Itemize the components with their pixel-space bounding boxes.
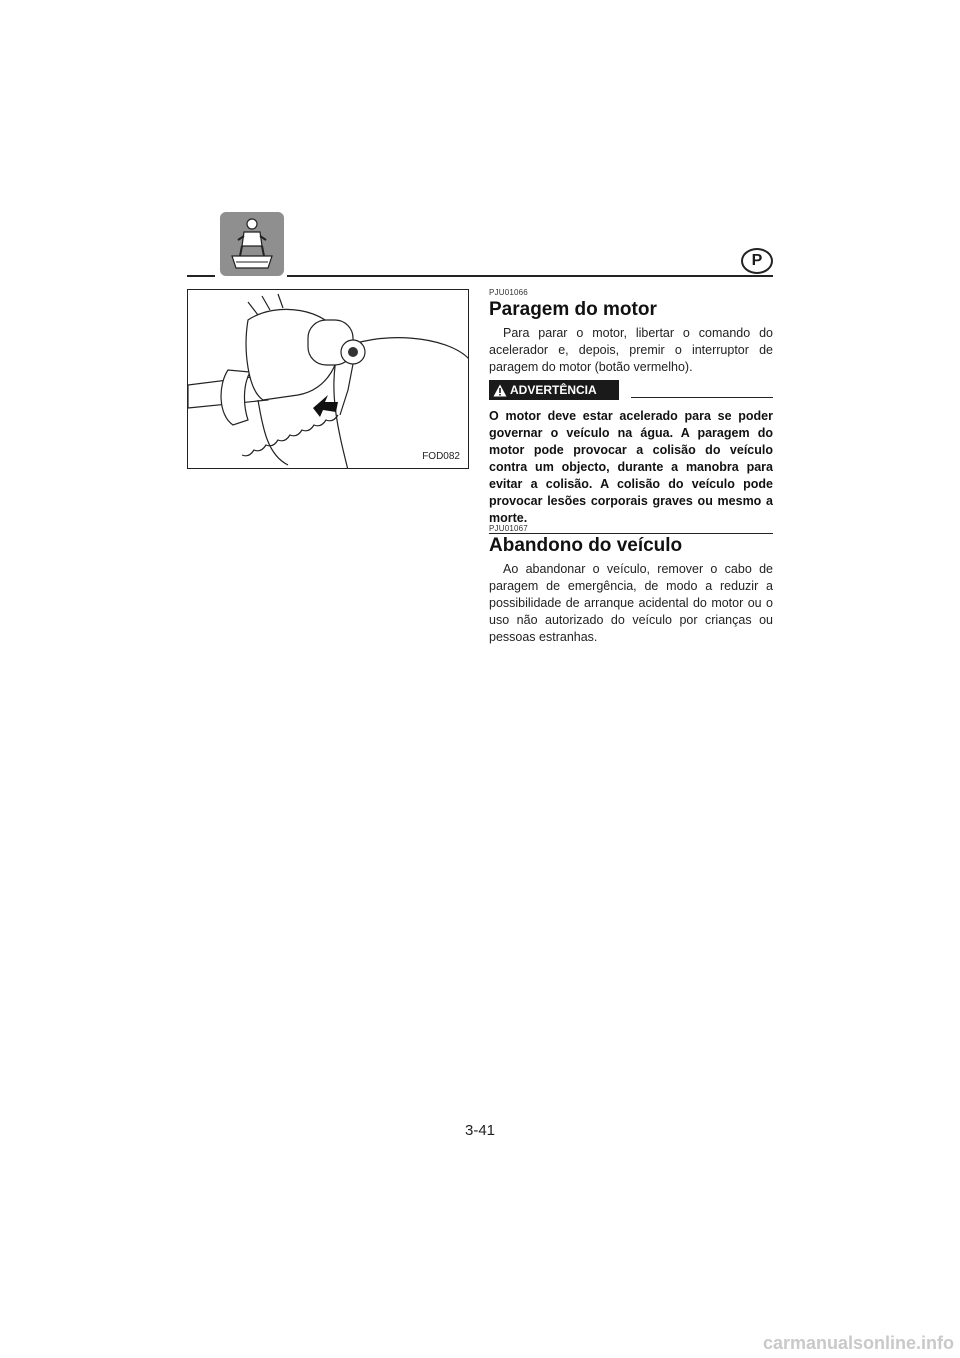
- warning-badge: [489, 380, 619, 400]
- warning-label: ADVERTÊNCIA: [510, 383, 597, 397]
- section-code: PJU01066: [489, 288, 528, 297]
- language-badge: P: [741, 248, 773, 274]
- figure-code: FOD082: [422, 451, 460, 462]
- warning-triangle-icon: [493, 384, 507, 397]
- page-number: 3-41: [464, 1122, 496, 1139]
- header-rule-left: [187, 275, 215, 277]
- section-leaving-vehicle: [489, 524, 773, 646]
- section-body: Para parar o motor, libertar o comando do acelerador e, depois, premir o interruptor de paragem do motor (botão vermelho).: [489, 326, 773, 374]
- watercraft-rider-icon: [220, 212, 284, 276]
- section-title: Paragem do motor: [489, 299, 657, 320]
- warning-header: [489, 380, 773, 402]
- section-code: PJU01067: [489, 524, 528, 533]
- warning-text: O motor deve estar acelerado para se poder governar o veículo na água. A paragem do motor pode provocar a colisão do veículo contra um objecto, durante a manobra para evitar a colisão. A colisão do veículo pode provocar lesões corporais graves ou mesmo a morte.: [489, 409, 773, 525]
- handlebar-engine-stop-illustration: [188, 290, 469, 469]
- figure-engine-stop: [187, 289, 469, 469]
- section-title: Abandono do veículo: [489, 535, 683, 556]
- section-engine-stop: [489, 288, 773, 534]
- warning-rule: [631, 397, 773, 398]
- header-rule-right: [287, 275, 773, 277]
- watermark: carmanualsonline.info: [762, 1333, 954, 1353]
- section-body: Ao abandonar o veículo, remover o cabo de paragem de emergência, de modo a reduzir a possibilidade de arranque acidental do motor ou o uso não autorizado do veículo por crianças ou pessoas estranhas.: [489, 562, 773, 644]
